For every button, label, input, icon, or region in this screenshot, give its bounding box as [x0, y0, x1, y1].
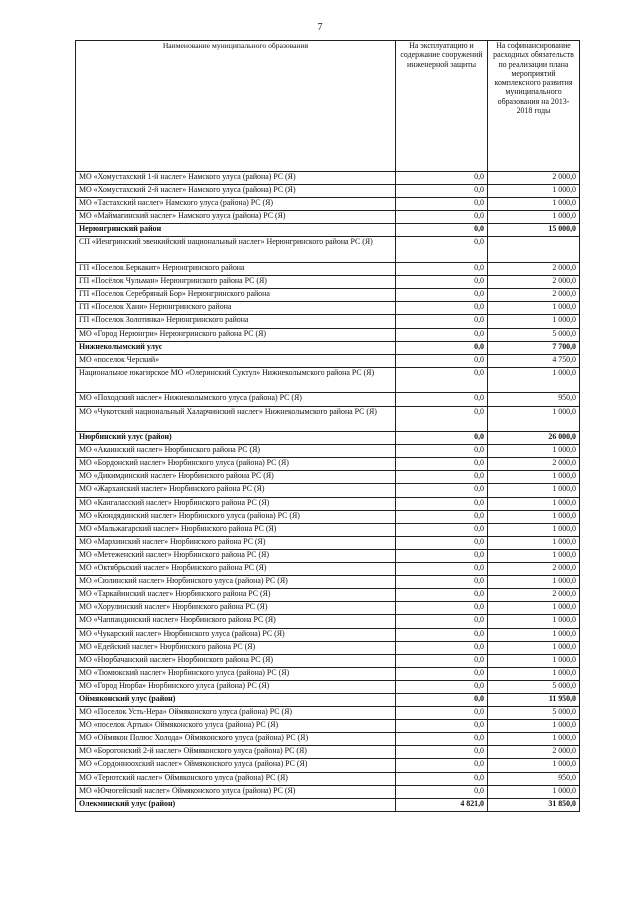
engineering-protection-value: 0,0: [396, 759, 488, 772]
name-cell: МО «Чаппандинский наслег» Нюрбинского района РС (Я): [76, 615, 396, 628]
engineering-protection-value: 0,0: [396, 641, 488, 654]
table-row: [76, 549, 580, 562]
table-row: [76, 720, 580, 733]
name-cell: МО «Чукарский наслег» Нюрбинского улуса (района) РС (Я): [76, 628, 396, 641]
budget-table: [75, 40, 580, 812]
name-cell: Олекминский улус (район): [76, 798, 396, 811]
name-cell: МО «Тюмюкский наслег» Нюрбинского улуса (района) РС (Я): [76, 667, 396, 680]
table-row: [76, 263, 580, 276]
table-row: [76, 198, 580, 211]
table-row: [76, 733, 580, 746]
cofinancing-value: 1 000,0: [488, 497, 580, 510]
table-row: [76, 602, 580, 615]
engineering-protection-value: 0,0: [396, 341, 488, 354]
table-row: [76, 628, 580, 641]
engineering-protection-value: 0,0: [396, 328, 488, 341]
cofinancing-value: 1 000,0: [488, 759, 580, 772]
table-row: [76, 510, 580, 523]
name-cell: МО «Хомустахский 2-й наслег» Намского улуса (района) РС (Я): [76, 185, 396, 198]
table-header: [76, 41, 580, 172]
cofinancing-value: 31 850,0: [488, 798, 580, 811]
name-cell: МО «Город Нерюнгри» Нерюнгринского района РС (Я): [76, 328, 396, 341]
cofinancing-value: 2 000,0: [488, 589, 580, 602]
engineering-protection-value: 0,0: [396, 654, 488, 667]
name-cell: МО «Нюрбачанский наслег» Нюрбинского района РС (Я): [76, 654, 396, 667]
cofinancing-value: 1 000,0: [488, 198, 580, 211]
engineering-protection-value: 0,0: [396, 198, 488, 211]
cofinancing-value: 1 000,0: [488, 654, 580, 667]
name-cell: СП «Иенгринский эвенкийский национальный наслег» Нерюнгринского района РС (Я): [76, 237, 396, 263]
engineering-protection-value: 0,0: [396, 211, 488, 224]
cofinancing-value: 1 000,0: [488, 615, 580, 628]
name-cell: МО «Оймякон Полюс Холода» Оймяконского улуса (района) РС (Я): [76, 733, 396, 746]
table-row: [76, 667, 580, 680]
cofinancing-value: 2 000,0: [488, 263, 580, 276]
table-row: [76, 576, 580, 589]
cofinancing-value: 1 000,0: [488, 667, 580, 680]
name-cell: МО «Мальжагарский наслег» Нюрбинского района РС (Я): [76, 523, 396, 536]
name-cell: МО «поселок Черский»: [76, 354, 396, 367]
name-cell: МО «Мархинский наслег» Нюрбинского района РС (Я): [76, 536, 396, 549]
table-row: [76, 406, 580, 432]
table-row: [76, 276, 580, 289]
cofinancing-value: 1 000,0: [488, 367, 580, 393]
name-cell: МО «Тастахский наслег» Намского улуса (района) РС (Я): [76, 198, 396, 211]
table-row: [76, 536, 580, 549]
table-row: [76, 615, 580, 628]
cofinancing-value: 7 700,0: [488, 341, 580, 354]
cofinancing-value: 1 000,0: [488, 315, 580, 328]
engineering-protection-value: 0,0: [396, 628, 488, 641]
table-row: [76, 328, 580, 341]
cofinancing-value: 1 000,0: [488, 445, 580, 458]
engineering-protection-value: 0,0: [396, 458, 488, 471]
name-cell: Национальное юкагирское МО «Олеринский Суктул» Нижнеколымского района РС (Я): [76, 367, 396, 393]
engineering-protection-value: 0,0: [396, 484, 488, 497]
cofinancing-value: 1 000,0: [488, 211, 580, 224]
table-row: [76, 680, 580, 693]
table-row: [76, 641, 580, 654]
name-cell: МО «Ючюгейский наслег» Оймяконского улуса (района) РС (Я): [76, 785, 396, 798]
table-row: [76, 707, 580, 720]
name-cell: МО «Едейский наслег» Нюрбинского района РС (Я): [76, 641, 396, 654]
name-cell: МО «Кангаласский наслег» Нюрбинского района РС (Я): [76, 497, 396, 510]
cofinancing-value: 2 000,0: [488, 563, 580, 576]
cofinancing-value: 5 000,0: [488, 680, 580, 693]
name-cell: МО «Борогонский 2-й наслег» Оймяконского улуса (района) РС (Я): [76, 746, 396, 759]
name-cell: Нерюнгринский район: [76, 224, 396, 237]
engineering-protection-value: 0,0: [396, 549, 488, 562]
name-cell: МО «Дикимдинский наслег» Нюрбинского района РС (Я): [76, 471, 396, 484]
table-row: [76, 746, 580, 759]
table-row: [76, 523, 580, 536]
name-cell: Нижнеколымский улус: [76, 341, 396, 354]
name-cell: МО «Маймагинский наслег» Намского улуса (района) РС (Я): [76, 211, 396, 224]
cofinancing-value: 2 000,0: [488, 458, 580, 471]
cofinancing-value: 5 000,0: [488, 328, 580, 341]
engineering-protection-value: 0,0: [396, 445, 488, 458]
table-row-district-total: [76, 432, 580, 445]
cofinancing-value: 4 750,0: [488, 354, 580, 367]
engineering-protection-value: 0,0: [396, 615, 488, 628]
engineering-protection-value: 0,0: [396, 185, 488, 198]
table-row: [76, 237, 580, 263]
table-row: [76, 367, 580, 393]
name-cell: ГП «Поселок Серебряный Бор» Нерюнгринского района: [76, 289, 396, 302]
cofinancing-value: 1 000,0: [488, 628, 580, 641]
cofinancing-value: 1 000,0: [488, 785, 580, 798]
table-row: [76, 654, 580, 667]
cofinancing-value: 1 000,0: [488, 602, 580, 615]
table-row-district-total: [76, 693, 580, 706]
engineering-protection-value: 0,0: [396, 563, 488, 576]
name-cell: МО «Хомустахский 1-й наслег» Намского улуса (района) РС (Я): [76, 172, 396, 185]
engineering-protection-value: 4 821,0: [396, 798, 488, 811]
name-cell: МО «Сордонноохский наслег» Оймяконского улуса (района) РС (Я): [76, 759, 396, 772]
engineering-protection-value: 0,0: [396, 237, 488, 263]
engineering-protection-value: 0,0: [396, 224, 488, 237]
column-header-cofinancing: На софинансирование расходных обязательств по реализации плана мероприятий комплексного развития муниципального образования на 2013-2018 годы: [488, 41, 580, 172]
name-cell: МО «Город Нюрба» Нюрбинского улуса (района) РС (Я): [76, 680, 396, 693]
engineering-protection-value: 0,0: [396, 497, 488, 510]
cofinancing-value: 1 000,0: [488, 536, 580, 549]
cofinancing-value: 1 000,0: [488, 523, 580, 536]
name-cell: МО «Октябрьский наслег» Нюрбинского района РС (Я): [76, 563, 396, 576]
cofinancing-value: 1 000,0: [488, 302, 580, 315]
cofinancing-value: 15 000,0: [488, 224, 580, 237]
cofinancing-value: [488, 237, 580, 263]
cofinancing-value: 950,0: [488, 393, 580, 406]
cofinancing-value: 5 000,0: [488, 707, 580, 720]
engineering-protection-value: 0,0: [396, 172, 488, 185]
name-cell: МО «Хорулинский наслег» Нюрбинского района РС (Я): [76, 602, 396, 615]
engineering-protection-value: 0,0: [396, 263, 488, 276]
table-row: [76, 589, 580, 602]
name-cell: ГП «Посёлок Чульман» Нерюнгринского района РС (Я): [76, 276, 396, 289]
name-cell: МО «Кюндядинский наслег» Нюрбинского улуса (района) РС (Я): [76, 510, 396, 523]
column-header-engineering-protection: На эксплуатацию и содержание сооружений инженерной защиты: [396, 41, 488, 172]
table-row: [76, 172, 580, 185]
engineering-protection-value: 0,0: [396, 746, 488, 759]
table-body: [76, 172, 580, 812]
cofinancing-value: 1 000,0: [488, 549, 580, 562]
name-cell: Нюрбинский улус (район): [76, 432, 396, 445]
cofinancing-value: 1 000,0: [488, 406, 580, 432]
engineering-protection-value: 0,0: [396, 289, 488, 302]
engineering-protection-value: 0,0: [396, 276, 488, 289]
name-cell: МО «Поселок Усть-Нера» Оймяконского улуса (района) РС (Я): [76, 707, 396, 720]
engineering-protection-value: 0,0: [396, 471, 488, 484]
table-row: [76, 185, 580, 198]
cofinancing-value: 1 000,0: [488, 510, 580, 523]
engineering-protection-value: 0,0: [396, 589, 488, 602]
table-row: [76, 497, 580, 510]
cofinancing-value: 1 000,0: [488, 733, 580, 746]
name-cell: МО «Таркайинский наслег» Нюрбинского района РС (Я): [76, 589, 396, 602]
engineering-protection-value: 0,0: [396, 354, 488, 367]
table-row-district-total: [76, 224, 580, 237]
table-row: [76, 785, 580, 798]
engineering-protection-value: 0,0: [396, 733, 488, 746]
name-cell: МО «Чукотский национальный Халарчинский наслег» Нижнеколымского района РС (Я): [76, 406, 396, 432]
name-cell: МО «Жарханский наслег» Нюрбинского района РС (Я): [76, 484, 396, 497]
engineering-protection-value: 0,0: [396, 707, 488, 720]
name-cell: МО «Акаинский наслег» Нюрбинского района РС (Я): [76, 445, 396, 458]
table-row: [76, 354, 580, 367]
column-header-municipality: Наименование муниципального образования: [76, 41, 396, 172]
cofinancing-value: 950,0: [488, 772, 580, 785]
engineering-protection-value: 0,0: [396, 772, 488, 785]
engineering-protection-value: 0,0: [396, 315, 488, 328]
name-cell: Оймяконский улус (район): [76, 693, 396, 706]
name-cell: ГП «Поселок Хани» Нерюнгринского района: [76, 302, 396, 315]
engineering-protection-value: 0,0: [396, 785, 488, 798]
table-row: [76, 772, 580, 785]
engineering-protection-value: 0,0: [396, 406, 488, 432]
cofinancing-value: 1 000,0: [488, 576, 580, 589]
name-cell: МО «Терютский наслег» Оймяконского улуса (района) РС (Я): [76, 772, 396, 785]
table-row: [76, 471, 580, 484]
engineering-protection-value: 0,0: [396, 302, 488, 315]
name-cell: МО «поселок Артык» Оймяконского улуса (района) РС (Я): [76, 720, 396, 733]
cofinancing-value: 1 000,0: [488, 185, 580, 198]
engineering-protection-value: 0,0: [396, 602, 488, 615]
engineering-protection-value: 0,0: [396, 367, 488, 393]
engineering-protection-value: 0,0: [396, 536, 488, 549]
cofinancing-value: 1 000,0: [488, 484, 580, 497]
table-row: [76, 563, 580, 576]
cofinancing-value: 2 000,0: [488, 746, 580, 759]
cofinancing-value: 26 000,0: [488, 432, 580, 445]
name-cell: МО «Сюлинский наслег» Нюрбинского улуса (района) РС (Я): [76, 576, 396, 589]
table-row: [76, 211, 580, 224]
engineering-protection-value: 0,0: [396, 393, 488, 406]
engineering-protection-value: 0,0: [396, 720, 488, 733]
engineering-protection-value: 0,0: [396, 523, 488, 536]
engineering-protection-value: 0,0: [396, 576, 488, 589]
table-row-district-total: [76, 341, 580, 354]
name-cell: ГП «Поселок Золотинка» Нерюнгринского района: [76, 315, 396, 328]
cofinancing-value: 2 000,0: [488, 289, 580, 302]
cofinancing-value: 1 000,0: [488, 720, 580, 733]
table-row: [76, 393, 580, 406]
engineering-protection-value: 0,0: [396, 432, 488, 445]
table-row: [76, 315, 580, 328]
cofinancing-value: 1 000,0: [488, 471, 580, 484]
cofinancing-value: 2 000,0: [488, 172, 580, 185]
page-number: 7: [317, 22, 323, 33]
engineering-protection-value: 0,0: [396, 693, 488, 706]
table-row: [76, 445, 580, 458]
name-cell: МО «Походский наслег» Нижнеколымского улуса (района) РС (Я): [76, 393, 396, 406]
table-row: [76, 302, 580, 315]
table-row: [76, 484, 580, 497]
name-cell: МО «Бордонский наслег» Нюрбинского улуса (района) РС (Я): [76, 458, 396, 471]
engineering-protection-value: 0,0: [396, 667, 488, 680]
name-cell: МО «Метеженский наслег» Нюрбинского района РС (Я): [76, 549, 396, 562]
table-row-district-total: [76, 798, 580, 811]
engineering-protection-value: 0,0: [396, 510, 488, 523]
name-cell: ГП «Поселок Беркакит» Нерюнгринского района: [76, 263, 396, 276]
table-row: [76, 759, 580, 772]
table-row: [76, 458, 580, 471]
engineering-protection-value: 0,0: [396, 680, 488, 693]
cofinancing-value: 11 950,0: [488, 693, 580, 706]
cofinancing-value: 2 000,0: [488, 276, 580, 289]
cofinancing-value: 1 000,0: [488, 641, 580, 654]
table-row: [76, 289, 580, 302]
